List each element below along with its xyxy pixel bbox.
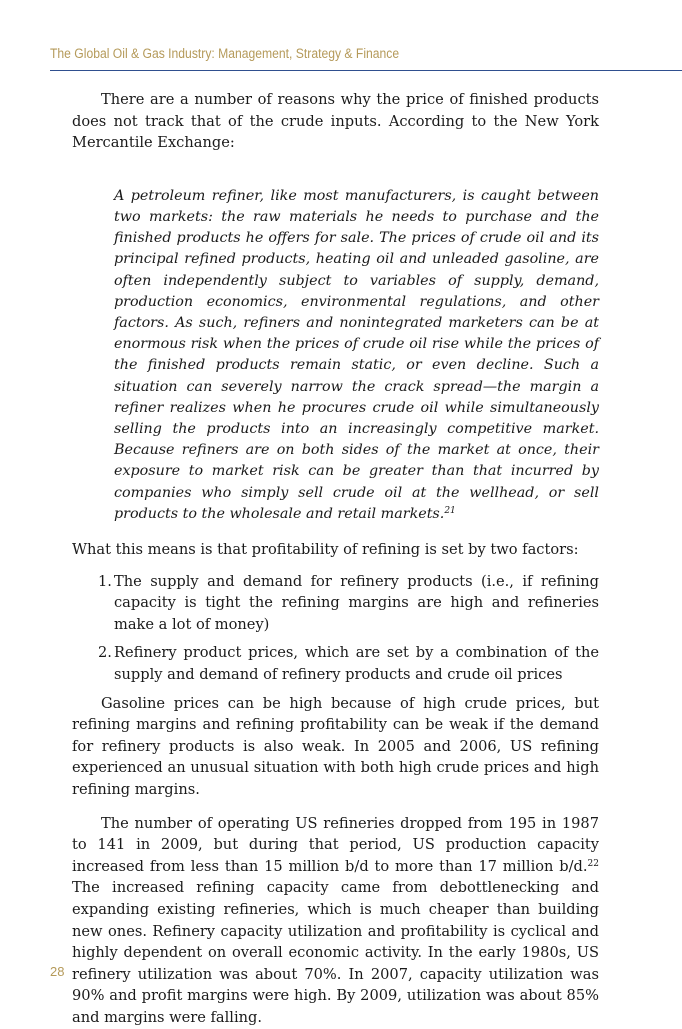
footnote-ref-21: 21 [444, 505, 456, 516]
gasoline-paragraph: Gasoline prices can be high because of high crude prices, but refining margins and refining profitability can be weak if the demand for refinery products is also weak. In 2005 and 2006, US refining experienced an unusual situation with both high crude prices and high refining margins. [72, 694, 599, 798]
page-body [72, 89, 599, 1029]
intro-paragraph: There are a number of reasons why the price of finished products does not track that of the crude inputs. According to the New York Mercantile Exchange: [72, 91, 599, 152]
factors-list [72, 571, 599, 686]
list-item-number: 1. [98, 572, 112, 590]
refineries-text-part2: The increased refining capacity came from debottlenecking and expanding existing refineries, which is much cheaper than building new ones. Refinery capacity utilization and profitability is cyclical and highly dependent on overall economic activity. In the early 1980s, US refinery utilization was about 70%. In 2007, capacity utilization was 90% and profit margins were high. By 2009, utilization was about 85% and margins were falling. [72, 879, 599, 1026]
list-item [98, 571, 599, 636]
refineries-paragraph [72, 813, 599, 1029]
page-number: 28 [50, 964, 65, 979]
refineries-text-part1: The number of operating US refineries dropped from 195 in 1987 to 141 in 2009, but during that period, US production capacity increased from less than 15 million b/d to more than 17 million b/d. [72, 814, 599, 875]
quote-text: A petroleum refiner, like most manufacturers, is caught between two markets: the raw materials he needs to purchase and the finished products he offers for sale. The prices of crude oil and its principal refined products, heating oil and unleaded gasoline, are often independently subject to variables of supply, demand, production economics, environmental regulations, and other factors. As such, refiners and nonintegrated marketers can be at enormous risk when the prices of crude oil rise while the prices of the finished products remain static, or even decline. Such a situation can severely narrow the crack spread—the margin a refiner realizes when he procures crude oil while simultaneously selling the products into an increasingly competitive market. Because refiners are on both sides of the market at once, their exposure to market risk can be greater than that incurred by companies who simply sell crude oil at the wellhead, or sell products to the wholesale and retail markets. [114, 187, 599, 522]
list-item [98, 642, 599, 685]
list-item-text: Refinery product prices, which are set by a combination of the supply and demand of refinery products and crude oil prices [114, 644, 599, 683]
list-item-text: The supply and demand for refinery products (i.e., if refining capacity is tight the refining margins are high and refineries make a lot of money) [114, 572, 599, 633]
running-head: The Global Oil & Gas Industry: Management, Strategy & Finance [50, 46, 400, 61]
block-quote [114, 186, 599, 525]
header-rule [50, 70, 682, 71]
lead-in-paragraph: What this means is that profitability of refining is set by two factors: [72, 541, 579, 559]
list-item-number: 2. [98, 644, 112, 662]
footnote-ref-22: 22 [587, 858, 599, 869]
